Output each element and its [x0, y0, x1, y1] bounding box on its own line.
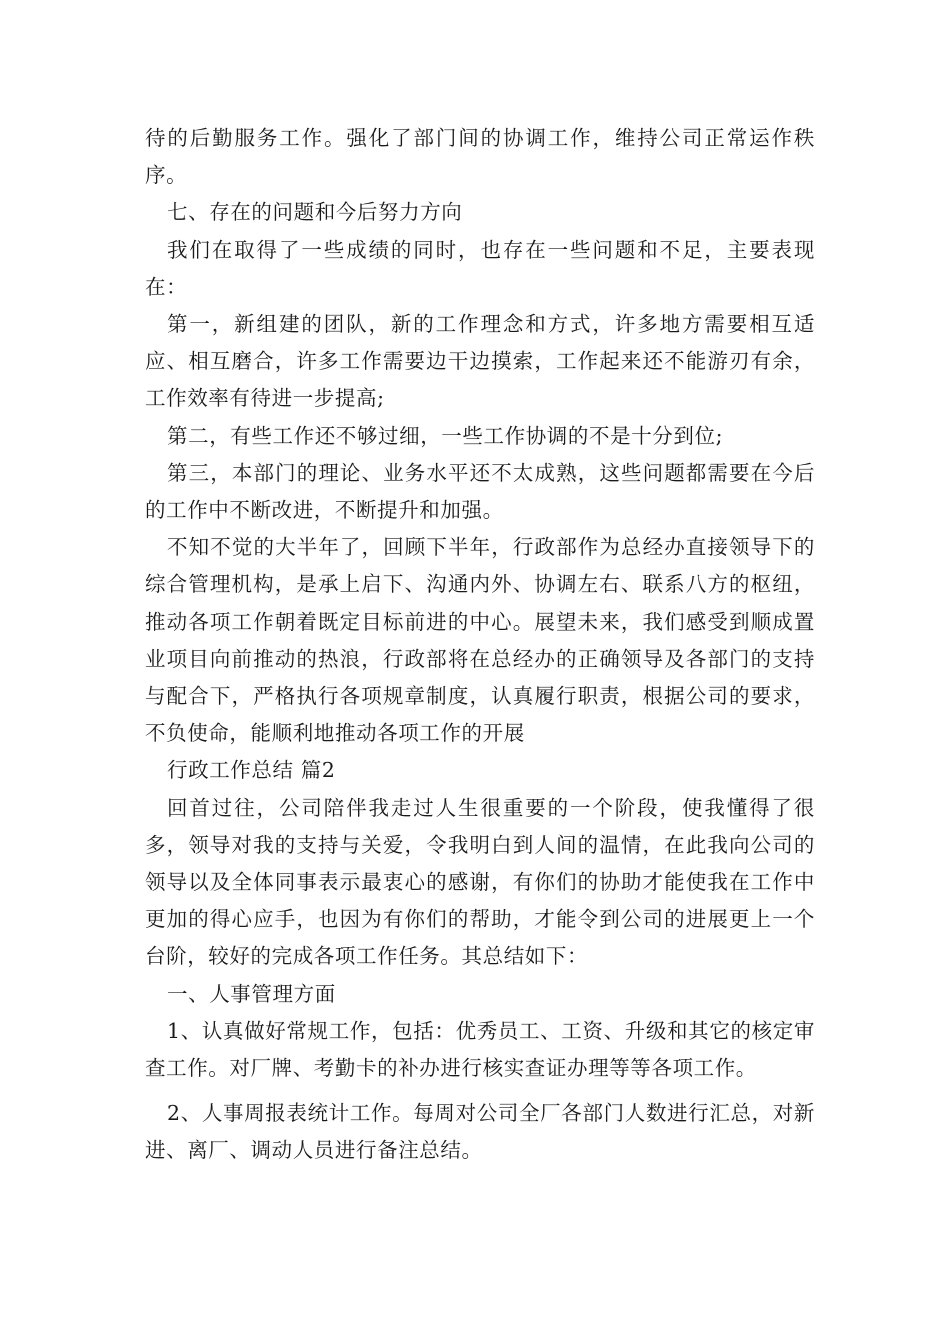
section-heading-problems: 七、存在的问题和今后努力方向: [167, 200, 463, 225]
document-body: [145, 120, 815, 1170]
paragraph-problem-third: 第三，本部门的理论、业务水平还不太成熟，这些问题都需要在今后的工作中不断改进，不断提升和加强。: [145, 460, 815, 523]
paragraph-outlook: 不知不觉的大半年了，回顾下半年，行政部作为总经办直接领导下的综合管理机构，是承上启下、沟通内外、协调左右、联系八方的枢纽，推动各项工作朝着既定目标前进的中心。展望未来，我们感受到顺成置业项目向前推动的热浪，行政部将在总经办的正确领导及各部门的支持与配合下，严格执行各项规章制度，认真履行职责，根据公司的要求，不负使命，能顺利地推动各项工作的开展: [145, 535, 815, 746]
paragraph-problem-first: 第一，新组建的团队，新的工作理念和方式，许多地方需要相互适应、相互磨合，许多工作需要边干边摸索，工作起来还不能游刃有余，工作效率有待进一步提高;: [145, 312, 815, 411]
paragraph-review: 回首过往，公司陪伴我走过人生很重要的一个阶段，使我懂得了很多，领导对我的支持与关爱，令我明白到人间的温情，在此我向公司的领导以及全体同事表示最衷心的感谢，有你们的协助才能使我在工作中更加的得心应手，也因为有你们的帮助，才能令到公司的进展更上一个台阶，较好的完成各项工作任务。其总结如下：: [145, 795, 815, 969]
article-title-part-2: 行政工作总结 篇2: [167, 758, 336, 783]
paragraph-continuation: 待的后勤服务工作。强化了部门间的协调工作，维持公司正常运作秩序。: [145, 126, 815, 188]
paragraph-problems-intro: 我们在取得了一些成绩的同时，也存在一些问题和不足，主要表现在：: [145, 237, 815, 299]
paragraph-hr-item-1: 1、认真做好常规工作，包括：优秀员工、工资、升级和其它的核定审查工作。对厂牌、考勤卡的补办进行核实查证办理等等各项工作。: [145, 1018, 815, 1081]
paragraph-problem-second: 第二，有些工作还不够过细，一些工作协调的不是十分到位;: [167, 423, 724, 448]
paragraph-hr-item-2: 2、人事周报表统计工作。每周对公司全厂各部门人数进行汇总，对新进、离厂、调动人员进行备注总结。: [145, 1101, 815, 1163]
section-heading-hr: 一、人事管理方面: [167, 981, 336, 1006]
